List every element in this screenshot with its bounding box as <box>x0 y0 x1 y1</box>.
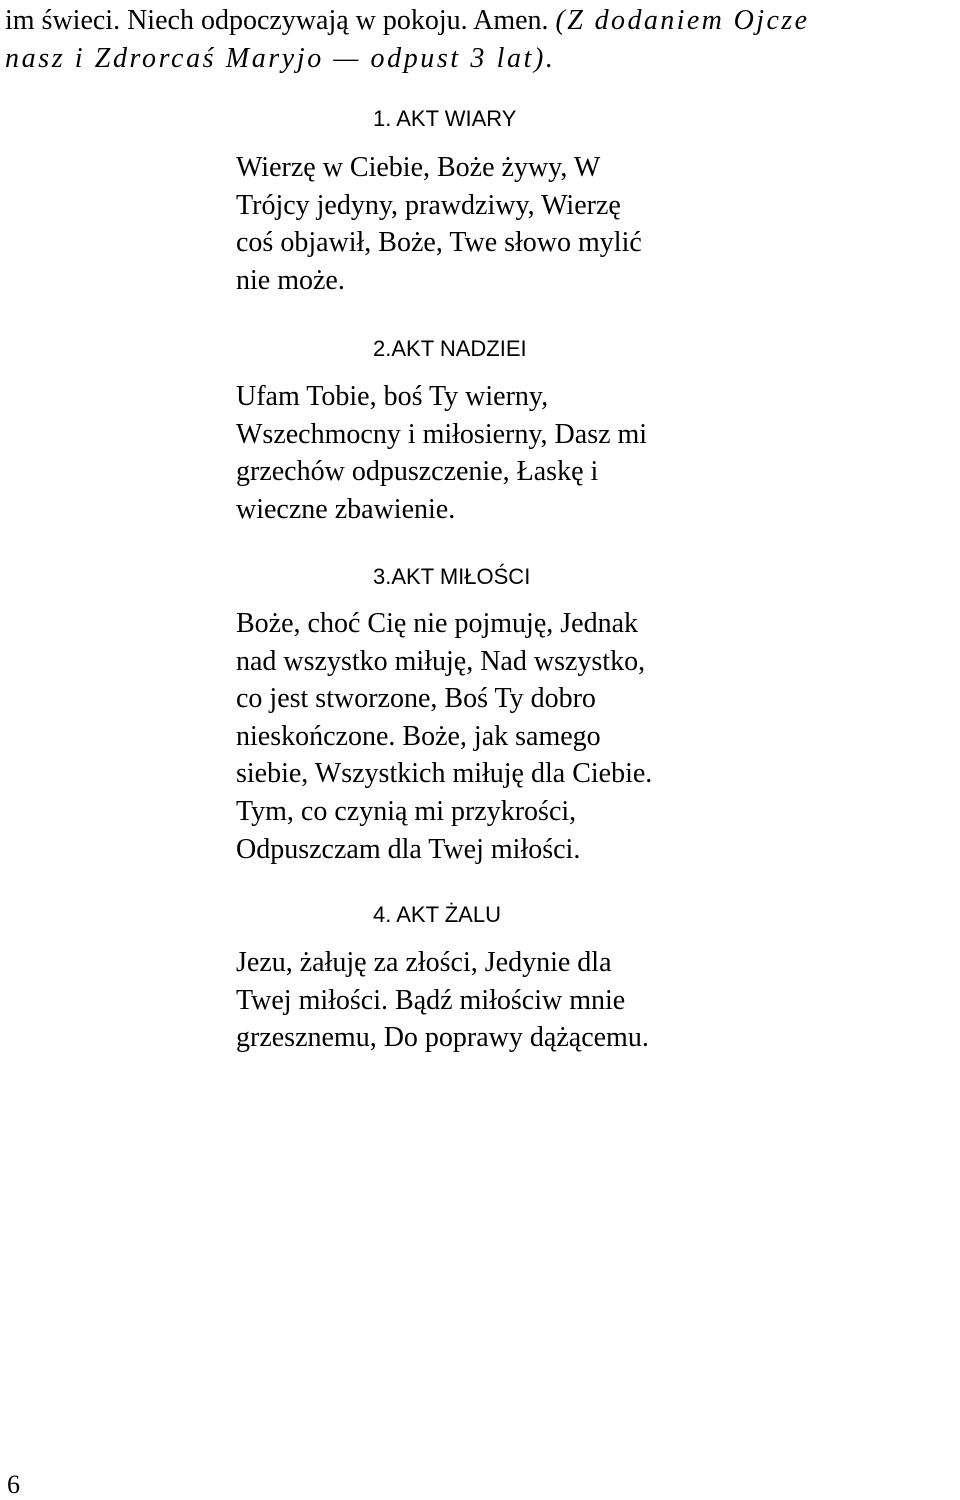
stanza-love <box>236 605 796 868</box>
intro-text-plain: im świeci. Niech odpoczywają w pokoju. Amen. <box>5 5 556 36</box>
stanza-line: Tym, co czynią mi przykrości, <box>236 795 577 827</box>
stanza-line: coś objawił, Boże, Twe słowo mylić <box>236 227 642 259</box>
stanza-line: Trójcy jedyny, prawdziwy, Wierzę <box>236 189 621 221</box>
stanza-line: nieskończone. Boże, jak samego <box>236 720 601 752</box>
stanza-line: siebie, Wszystkich miłuję dla Ciebie. <box>236 758 653 790</box>
stanza-faith <box>236 149 796 299</box>
stanza-line: grzesznemu, Do poprawy dążącemu. <box>236 1022 649 1054</box>
stanza-line: Twej miłości. Bądź miłościw mnie <box>236 984 626 1016</box>
stanza-line: Boże, choć Cię nie pojmuję, Jednak <box>236 608 638 639</box>
stanza-line: nad wszystko miłuję, Nad wszystko, <box>236 645 646 677</box>
stanza-line: nie może. <box>236 264 345 296</box>
stanza-line: Ufam Tobie, boś Ty wierny, <box>236 381 549 412</box>
stanza-contrition <box>236 944 796 1057</box>
stanza-line: wieczne zbawienie. <box>236 493 456 525</box>
intro-text-italic: (Z dodaniem Ojcze <box>555 5 810 36</box>
document-page: im świeci. Niech odpoczywają w pokoju. Amen. (Z dodaniem Ojcze nasz i Zdrorcaś Maryjo — odpust 3 lat). 1. AKT WIARY Wierzę w Ciebie, Boże żywy, W Trójcy jedyny, prawdziwy, Wierzę coś objawił, Boże, Twe słowo mylić nie może. 2.AKT NADZIEI Ufam Tobie, boś Ty wierny, Wszechmocny i miłosierny, Dasz mi grzechów odpuszczenie, Łaskę i wieczne zbawienie. 3.AKT MIŁOŚCI Boże, choć Cię nie pojmuję, Jednak nad wszystko miłuję, Nad wszystko, co jest stworzone, Boś Ty dobro nieskończone. Boże, jak samego siebie, Wszystkich miłuję dla Ciebie. Tym, co czynią mi przykrości, Odpuszczam dla Twej miłości. 4. AKT ŻALU Jezu, żałuję za złości, Jedynie dla Twej miłości. Bądź miłościw mnie grzesznemu, Do poprawy dążącemu. 6 <box>0 0 960 1500</box>
page-number: 6 <box>7 1470 20 1499</box>
stanza-line: Wierzę w Ciebie, Boże żywy, W <box>236 152 601 183</box>
stanza-line: co jest stworzone, Boś Ty dobro <box>236 683 596 715</box>
intro-paragraph <box>5 2 955 78</box>
stanza-line: grzechów odpuszczenie, Łaskę i <box>236 456 599 488</box>
intro-line-1 <box>5 2 955 40</box>
intro-line-2: nasz i Zdrorcaś Maryjo — odpust 3 lat). <box>5 43 556 74</box>
stanza-hope <box>236 378 796 528</box>
stanza-line: Odpuszczam dla Twej miłości. <box>236 833 581 865</box>
stanza-line: Jezu, żałuję za złości, Jedynie dla <box>236 947 612 978</box>
stanza-line: Wszechmocny i miłosierny, Dasz mi <box>236 418 648 450</box>
